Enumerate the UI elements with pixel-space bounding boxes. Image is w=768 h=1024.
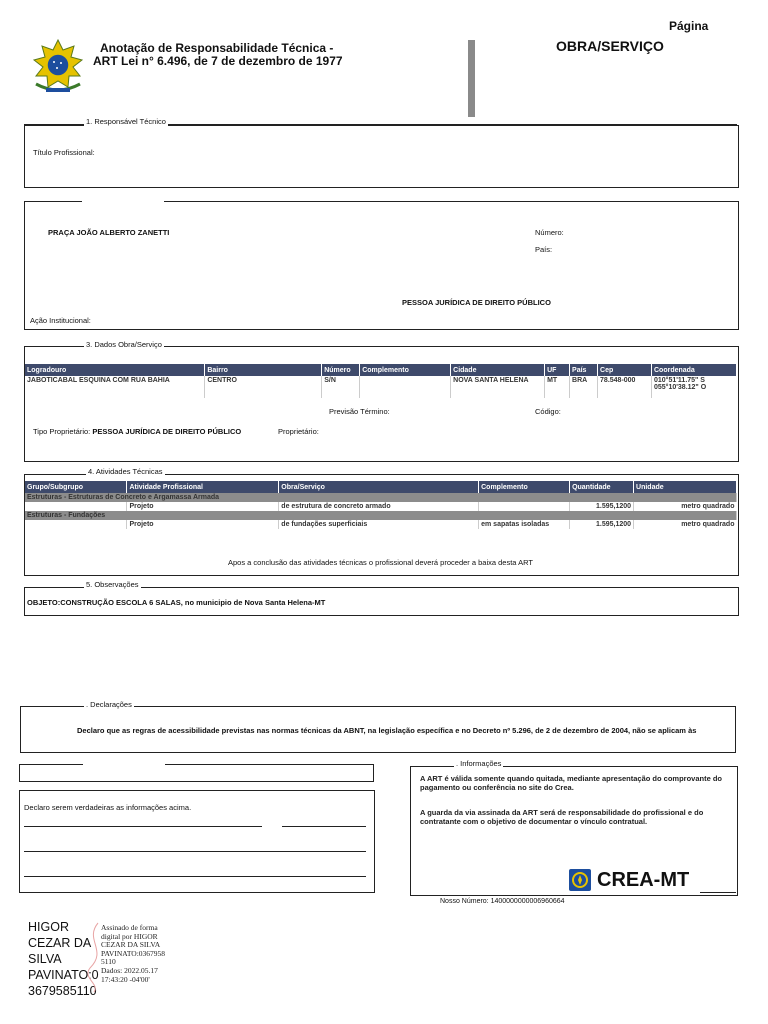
acao-institucional-label: Ação Institucional: bbox=[30, 316, 91, 325]
col-complemento: Complemento bbox=[479, 481, 570, 493]
col-atividade: Atividade Profissional bbox=[127, 481, 279, 493]
cell-numero: S/N bbox=[322, 376, 360, 398]
titulo-profissional-label: Título Profissional: bbox=[33, 148, 95, 157]
group-estruturas-concreto: Estruturas - Estruturas de Concreto e Argamassa Armada bbox=[25, 493, 737, 502]
cell-bairro: CENTRO bbox=[205, 376, 322, 398]
cell-logradouro: JABOTICABAL ESQUINA COM RUA BAHIA bbox=[25, 376, 205, 398]
section-local-data bbox=[19, 764, 374, 782]
col-complemento: Complemento bbox=[360, 364, 451, 376]
table-row bbox=[25, 520, 737, 529]
col-obra-servico: Obra/Serviço bbox=[279, 481, 479, 493]
signature-line-2 bbox=[282, 826, 366, 827]
pais-label: País: bbox=[535, 245, 553, 254]
section5-label: 5. Observações bbox=[86, 580, 139, 589]
crea-underline bbox=[700, 892, 736, 893]
tipo-contratante: PESSOA JURÍDICA DE DIREITO PÚBLICO bbox=[402, 298, 551, 307]
previsao-termino-label: Previsão Término: bbox=[329, 407, 390, 416]
objeto-text: OBJETO:CONSTRUÇÃO ESCOLA 6 SALAS, no municipio de Nova Santa Helena-MT bbox=[27, 598, 326, 607]
cell-coordenada bbox=[651, 376, 736, 398]
cell-atividade: Projeto bbox=[127, 520, 279, 529]
cell-unidade: metro quadrado bbox=[681, 503, 735, 510]
group-row bbox=[25, 511, 737, 520]
col-bairro: Bairro bbox=[205, 364, 322, 376]
atividades-note: Apos a conclusão das atividades técnicas o profissional deverá proceder a baixa desta ART bbox=[227, 558, 534, 567]
declaracao-acessibilidade: Declaro que as regras de acessibilidade previstas nas normas técnicas da ABNT, na legislação específica e no Decreto nº 5.296, de 2 de dezembro de 2004, não se aplicam às bbox=[77, 726, 697, 735]
section3-label: 3. Dados Obra/Serviço bbox=[86, 340, 162, 349]
col-pais: País bbox=[570, 364, 598, 376]
document-title-line2: ART Lei n° 6.496, de 7 de dezembro de 1977 bbox=[93, 54, 343, 68]
col-logradouro: Logradouro bbox=[25, 364, 205, 376]
coordenada-lat: 010°51'11.75" S bbox=[653, 377, 705, 384]
col-uf: UF bbox=[545, 364, 570, 376]
numero-label: Número: bbox=[535, 228, 564, 237]
signature-line-4 bbox=[24, 876, 366, 877]
col-cidade: Cidade bbox=[451, 364, 545, 376]
cell-pais: BRA bbox=[570, 376, 598, 398]
cell-quantidade: 1.595,1200 bbox=[570, 520, 634, 529]
cell-complemento bbox=[360, 376, 451, 398]
col-coordenada: Coordenada bbox=[651, 364, 736, 376]
tipo-proprietario bbox=[33, 427, 241, 436]
cell-complemento bbox=[479, 502, 570, 511]
header-divider bbox=[468, 40, 475, 117]
group-row bbox=[25, 493, 737, 502]
cell-complemento: em sapatas isoladas bbox=[479, 520, 570, 529]
cell-quantidade: 1.595,1200 bbox=[570, 502, 634, 511]
atividades-table-header bbox=[25, 481, 737, 493]
page-label: Página bbox=[669, 19, 709, 33]
signature-name: HIGOR CEZAR DA SILVA PAVINATO:0 3679585110 bbox=[28, 920, 99, 998]
contratante-name: PRAÇA JOÃO ALBERTO ZANETTI bbox=[48, 228, 170, 237]
signature-line-1 bbox=[24, 826, 262, 827]
document-title-line1: Anotação de Responsabilidade Técnica - bbox=[100, 41, 334, 55]
category-title: OBRA/SERVIÇO bbox=[556, 38, 664, 54]
informacoes-p1: A ART é válida somente quando quitada, mediante apresentação do comprovante do pagamento ou conferência no site do Crea. bbox=[420, 774, 723, 792]
crea-logo-icon bbox=[569, 869, 591, 891]
declaracoes-label: . Declarações bbox=[86, 700, 132, 709]
tipo-proprietario-value: PESSOA JURÍDICA DE DIREITO PÚBLICO bbox=[92, 427, 242, 436]
declaro-verdadeiras: Declaro serem verdadeiras as informações acima. bbox=[24, 803, 192, 812]
section1-label: 1. Responsável Técnico bbox=[86, 117, 166, 126]
col-unidade: Unidade bbox=[634, 481, 737, 493]
section-contratante bbox=[24, 201, 739, 330]
cell-atividade: Projeto bbox=[127, 502, 279, 511]
signature-details: Assinado de forma digital por HIGOR CEZAR DA SILVA PAVINATO:0367958 5110 Dados: 2022.05.17 17:43:20 -04'00' bbox=[101, 923, 166, 984]
group-estruturas-fundacoes: Estruturas - Fundações bbox=[25, 511, 737, 520]
proprietario-label: Proprietário: bbox=[278, 427, 319, 436]
col-quantidade: Quantidade bbox=[570, 481, 634, 493]
cell-obra: de estrutura de concreto armado bbox=[279, 502, 479, 511]
obra-table bbox=[25, 364, 737, 398]
cell-uf: MT bbox=[545, 376, 570, 398]
codigo-label: Código: bbox=[535, 407, 561, 416]
col-grupo: Grupo/Subgrupo bbox=[25, 481, 127, 493]
table-row bbox=[25, 376, 737, 398]
coat-of-arms-icon bbox=[28, 38, 88, 98]
cell-cidade: NOVA SANTA HELENA bbox=[451, 376, 545, 398]
informacoes-p2: A guarda da via assinada da ART será de responsabilidade do profissional e do contratante com o objetivo de documentar o vínculo contratual. bbox=[420, 808, 704, 826]
coordenada-lon: 055°10'38.12" O bbox=[653, 384, 707, 391]
col-numero: Número bbox=[322, 364, 360, 376]
cell-unidade: metro quadrado bbox=[681, 521, 735, 528]
section4-label: 4. Atividades Técnicas bbox=[88, 467, 163, 476]
informacoes-label: . Informações bbox=[456, 759, 502, 768]
cell-cep: 78.548-000 bbox=[598, 376, 652, 398]
table-row bbox=[25, 502, 737, 511]
crea-brand: CREA-MT bbox=[597, 869, 690, 891]
local-data-gap bbox=[83, 760, 165, 768]
section-responsavel-tecnico bbox=[24, 125, 739, 188]
nosso-numero: Nosso Número: 1400000000006960664 bbox=[440, 898, 565, 905]
cell-obra: de fundações superficiais bbox=[279, 520, 479, 529]
obra-table-header bbox=[25, 364, 737, 376]
section2-label-gap bbox=[82, 197, 164, 205]
signature-line-3 bbox=[24, 851, 366, 852]
atividades-table bbox=[25, 481, 737, 529]
col-cep: Cep bbox=[598, 364, 652, 376]
tipo-proprietario-label: Tipo Proprietário: bbox=[33, 427, 91, 436]
